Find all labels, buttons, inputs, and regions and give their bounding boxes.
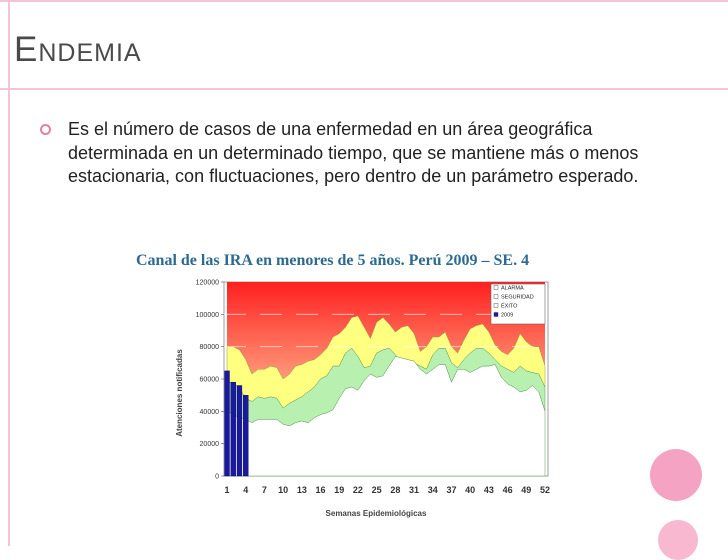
y-tick-label: 100000 — [195, 311, 219, 319]
y-tick-label: 20000 — [199, 441, 219, 449]
x-tick-label: 43 — [483, 485, 494, 495]
bullet-text: Es el número de casos de una enfermedad en un área geográfica determinada en un determinado tiempo, que se mantiene más o menos estacionaria, con fluctuaciones, pero dentro de un parámetro esperado. — [68, 119, 639, 186]
x-tick-label: 37 — [446, 485, 457, 495]
x-tick-label: 52 — [539, 485, 551, 495]
title-divider — [0, 88, 728, 90]
x-tick-label: 7 — [261, 485, 267, 495]
x-tick-label: 31 — [409, 485, 420, 495]
y-tick-label: 0 — [215, 473, 219, 481]
legend — [491, 284, 545, 324]
legend-swatch — [494, 304, 498, 308]
legend-label: ALARMA — [501, 285, 524, 292]
legend-swatch — [494, 313, 498, 317]
x-tick-label: 16 — [315, 485, 326, 495]
bar-2009-week-1 — [225, 371, 230, 476]
x-tick-label: 34 — [427, 485, 438, 495]
left-rule — [8, 0, 10, 546]
x-tick-label: 49 — [521, 485, 532, 495]
decorative-circle-bottom — [658, 520, 698, 560]
top-rule — [0, 0, 728, 2]
legend-label: 2009 — [501, 312, 514, 319]
x-tick-label: 19 — [334, 485, 345, 495]
y-tick-label: 60000 — [199, 376, 219, 384]
legend-swatch — [494, 295, 498, 299]
bar-2009-week-2 — [231, 382, 236, 476]
legend-swatch — [494, 286, 498, 290]
x-tick-label: 10 — [278, 485, 289, 495]
y-tick-label: 80000 — [199, 344, 219, 352]
bullet-circle-icon — [40, 124, 51, 135]
endemic-channel-chart — [160, 272, 560, 522]
x-tick-label: 40 — [465, 485, 476, 495]
x-tick-label: 13 — [296, 485, 307, 495]
x-tick-label: 46 — [502, 485, 513, 495]
x-tick-label: 4 — [243, 485, 249, 495]
chart-title: Canal de las IRA en menores de 5 años. Perú 2009 – SE. 4 — [136, 252, 530, 269]
bar-2009-week-3 — [237, 386, 242, 477]
x-tick-label: 25 — [371, 485, 382, 495]
slide-title: Endemia — [14, 30, 142, 69]
decorative-circle — [650, 449, 702, 501]
y-tick-label: 120000 — [195, 279, 219, 287]
legend-label: ÉXITO — [501, 303, 518, 310]
legend-label: SEGURIDAD — [501, 294, 534, 301]
y-tick-label: 40000 — [199, 408, 219, 416]
bar-2009-week-4 — [243, 395, 248, 476]
x-axis-label: Semanas Epidemiológicas — [325, 509, 427, 518]
x-tick-label: 22 — [352, 485, 363, 495]
x-tick-label: 1 — [224, 485, 230, 495]
y-axis-label: Atenciones notificadas — [175, 349, 184, 437]
x-tick-label: 28 — [390, 485, 401, 495]
